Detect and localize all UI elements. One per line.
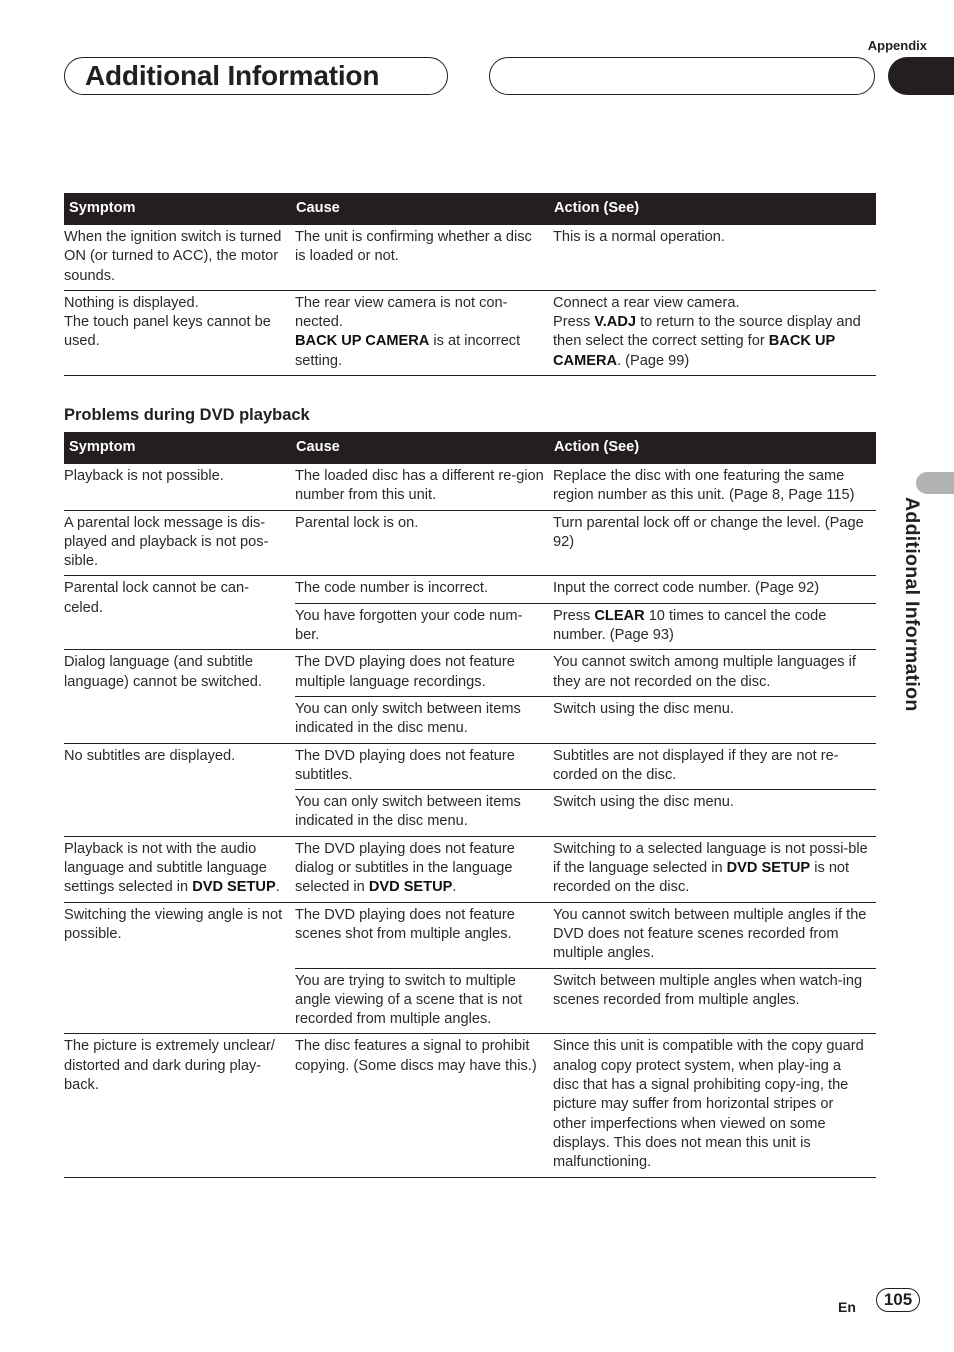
cause-text: The DVD playing does not feature dialog or subtitles in the language selected in — [295, 840, 515, 896]
action-cell: Subtitles are not displayed if they are not re-corded on the disc. — [553, 743, 876, 790]
cause-cell: The DVD playing does not feature multiple language recordings. — [295, 650, 553, 697]
cause-text: . — [452, 879, 457, 896]
symptom-cell: When the ignition switch is turned ON (or turned to ACC), the motor sounds. — [64, 225, 295, 290]
button-name: V.ADJ — [594, 314, 637, 331]
symptom-cell: A parental lock message is dis-played and playback is not pos-sible. — [64, 510, 295, 576]
page-number: 105 — [876, 1288, 920, 1312]
cause-line: The rear view camera is not con-nected. — [295, 294, 508, 331]
language-code: En — [838, 1299, 856, 1315]
action-cell — [553, 603, 876, 650]
col-cause: Cause — [295, 193, 553, 225]
cause-cell: The loaded disc has a different re-gion number from this unit. — [295, 464, 553, 510]
cause-cell: Parental lock is on. — [295, 510, 553, 576]
action-cell: Switch using the disc menu. — [553, 790, 876, 837]
table-header-row — [64, 432, 876, 464]
section-heading: Problems during DVD playback — [64, 406, 310, 424]
symptom-cell: Parental lock cannot be can-celed. — [64, 576, 295, 650]
page-title: Additional Information — [85, 60, 380, 91]
action-text: Switching to a selected language is not possi-ble if the language selected in — [553, 840, 868, 877]
action-cell — [553, 836, 876, 902]
cause-cell: You have forgotten your code num-ber. — [295, 603, 553, 650]
symptom-cell: No subtitles are displayed. — [64, 743, 295, 836]
table-header-row — [64, 193, 876, 225]
symptom-text: Playback is not with the audio language and subtitle language settings selected in — [64, 840, 267, 896]
side-tab-marker — [916, 472, 954, 494]
cause-cell — [295, 836, 553, 902]
title-pill — [64, 57, 448, 95]
section-tab — [888, 57, 954, 95]
col-symptom: Symptom — [64, 432, 295, 464]
table-row — [64, 902, 876, 968]
action-cell: You cannot switch between multiple angles if the DVD does not feature scenes recorded from multiple angles. — [553, 902, 876, 968]
action-cell: Turn parental lock off or change the level. (Page 92) — [553, 510, 876, 576]
action-line: Connect a rear view camera. — [553, 294, 740, 311]
symptom-line: Nothing is displayed. — [64, 294, 199, 311]
action-text: Press — [553, 607, 595, 624]
cause-cell — [295, 290, 553, 375]
troubleshooting-table-dvd — [64, 432, 876, 1178]
cause-cell: The code number is incorrect. — [295, 576, 553, 603]
action-cell: Input the correct code number. (Page 92) — [553, 576, 876, 603]
symptom-cell: Playback is not possible. — [64, 464, 295, 510]
action-cell: Switch using the disc menu. — [553, 696, 876, 743]
cause-cell: You are trying to switch to multiple angle viewing of a scene that is not recorded from multiple angles. — [295, 968, 553, 1034]
action-cell: Replace the disc with one featuring the same region number as this unit. (Page 8, Page 115) — [553, 464, 876, 510]
cause-text: is at incorrect setting. — [295, 333, 521, 369]
table-row — [64, 836, 876, 902]
header-empty-pill — [489, 57, 875, 95]
symptom-cell: Dialog language (and subtitle language) cannot be switched. — [64, 650, 295, 743]
action-cell: You cannot switch among multiple languages if they are not recorded on the disc. — [553, 650, 876, 697]
table-row — [64, 743, 876, 790]
action-text: is not recorded on the disc. — [553, 860, 850, 896]
cause-cell: The unit is confirming whether a disc is loaded or not. — [295, 225, 553, 290]
side-section-label: Additional Information — [901, 497, 923, 712]
cause-cell: The disc features a signal to prohibit copying. (Some discs may have this.) — [295, 1034, 553, 1177]
action-text: . (Page 99) — [617, 352, 690, 369]
table-row — [64, 464, 876, 510]
table-row — [64, 510, 876, 576]
action-text: to return to the source display and then select the correct setting for — [553, 314, 861, 350]
troubleshooting-table-general — [64, 193, 876, 376]
menu-name: DVD SETUP — [368, 879, 453, 896]
menu-name: DVD SETUP — [192, 879, 276, 896]
col-action: Action (See) — [553, 193, 876, 225]
appendix-label: Appendix — [867, 38, 927, 53]
symptom-cell: The picture is extremely unclear/ distorted and dark during play-back. — [64, 1034, 295, 1177]
table-row — [64, 225, 876, 290]
col-cause: Cause — [295, 432, 553, 464]
col-symptom: Symptom — [64, 193, 295, 225]
symptom-cell — [64, 836, 295, 902]
col-action: Action (See) — [553, 432, 876, 464]
action-text: Press — [553, 314, 595, 331]
cause-cell: You can only switch between items indicated in the disc menu. — [295, 696, 553, 743]
symptom-cell — [64, 290, 295, 375]
symptom-line: The touch panel keys cannot be used. — [64, 314, 271, 350]
setting-name: BACK UP CAMERA — [295, 333, 430, 350]
cause-cell: The DVD playing does not feature scenes shot from multiple angles. — [295, 902, 553, 968]
setting-name: BACK UP CAMERA — [553, 333, 836, 369]
action-text: 10 times to cancel the code number. (Page 93) — [553, 607, 827, 644]
action-cell: This is a normal operation. — [553, 225, 876, 290]
symptom-text: . — [275, 879, 280, 896]
table-row — [64, 650, 876, 697]
table-row — [64, 1034, 876, 1177]
cause-cell: You can only switch between items indicated in the disc menu. — [295, 790, 553, 837]
action-cell: Switch between multiple angles when watch-ing scenes recorded from multiple angles. — [553, 968, 876, 1034]
button-name: CLEAR — [594, 607, 645, 624]
action-cell — [553, 290, 876, 375]
action-cell: Since this unit is compatible with the copy guard analog copy protect system, when play-ing a disc that has a signal prohibiting copy-ing, the picture may suffer from horizontal stripes or other imperfections when viewed on some displays. This does not mean this unit is malfunctioning. — [553, 1034, 876, 1177]
menu-name: DVD SETUP — [726, 860, 811, 877]
table-row — [64, 576, 876, 603]
symptom-cell: Switching the viewing angle is not possible. — [64, 902, 295, 1034]
table-row — [64, 290, 876, 375]
cause-cell: The DVD playing does not feature subtitles. — [295, 743, 553, 790]
